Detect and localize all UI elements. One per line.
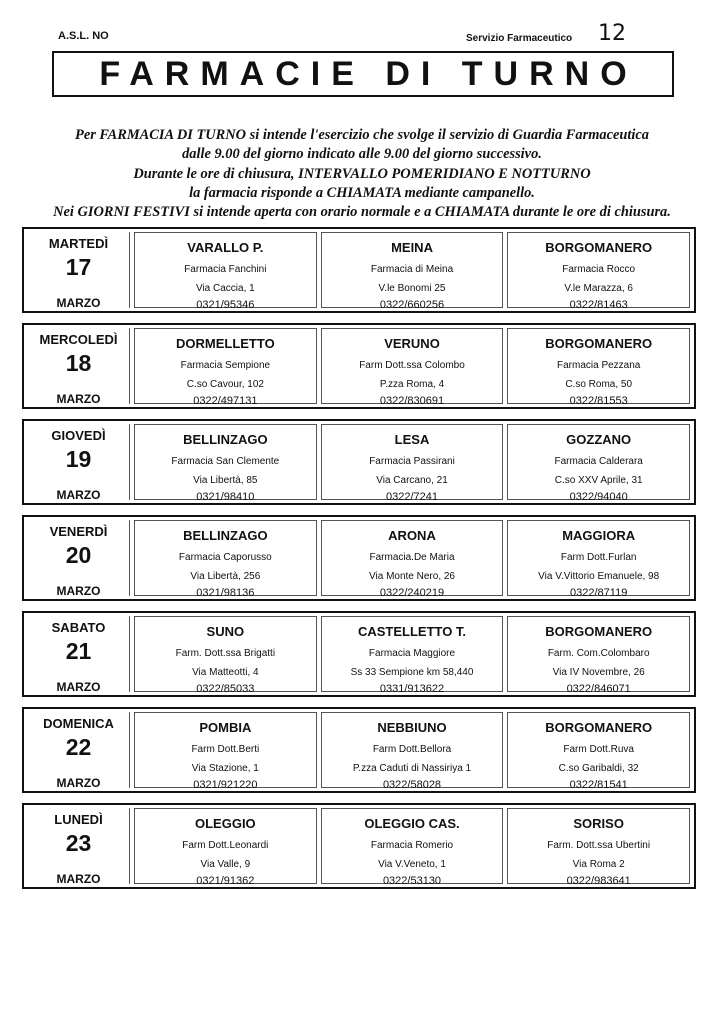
intro-line: la farmacia risponde a CHIAMATA mediante campanello. [189,184,535,201]
day-block [22,419,696,505]
pharmacy-phone: 0321/91362 [196,875,255,887]
pharmacy-name: Farmacia Rocco [562,264,636,275]
pharmacy-town: POMBIA [199,720,252,735]
pharmacy-address: Via Stazione, 1 [191,763,259,774]
pharmacy-name: Farm Dott.Berti [191,744,260,755]
pharmacy-phone: 0322/87119 [570,587,628,599]
pharmacy-address: Via Libertà, 256 [190,571,261,582]
pharmacy-address: Via V.Vittorio Emanuele, 98 [538,571,660,582]
day-weekday: MERCOLEDÌ [39,332,118,347]
day-weekday: SABATO [51,620,106,635]
pharmacy-cell [321,808,504,887]
asl-label: A.S.L. NO [58,30,109,42]
pharmacy-address: Via Caccia, 1 [195,283,255,294]
pharmacy-name: Farm. Dott.ssa Ubertini [547,840,651,851]
day-weekday: LUNEDÌ [54,812,103,827]
pharmacy-name: Farmacia Sempione [180,360,271,371]
pharmacy-phone: 0322/85033 [196,683,255,695]
pharmacy-name: Farmacia Fanchini [184,264,267,275]
pharmacy-address: C.so XXV Aprile, 31 [554,475,643,486]
pharmacy-phone: 0322/830691 [379,395,445,407]
day-cell [28,616,130,692]
pharmacy-name: Farmacia Romerio [370,840,454,851]
pharmacy-name: Farmacia San Clemente [171,456,280,467]
pharmacy-address: C.so Cavour, 102 [186,379,264,390]
pharmacy-address: Ss 33 Sempione km 58,440 [350,667,474,678]
pharmacy-name: Farmacia Maggiore [368,648,456,659]
pharmacy-name: Farm Dott.Bellora [372,744,452,755]
pharmacy-name: Farmacia Passirani [369,456,455,467]
pharmacy-town: GOZZANO [566,432,632,447]
day-block [22,227,696,313]
day-month: MARZO [56,872,101,886]
day-block [22,707,696,793]
pharmacy-town: CASTELLETTO T. [357,624,467,639]
pharmacy-cell [134,616,317,695]
pharmacy-cell [134,520,317,599]
pharmacy-name: Farm. Dott.ssa Brigatti [175,648,276,659]
intro-text [0,126,724,222]
pharmacy-cell [507,328,690,407]
pharmacy-name: Farm Dott.Furlan [560,552,637,563]
pharmacy-town: LESA [394,432,430,447]
pharmacy-town: BORGOMANERO [545,240,653,255]
intro-line: Nei GIORNI FESTIVI si intende aperta con orario normale e a CHIAMATA durante le ore di chiusura. [53,204,671,221]
pharmacy-name: Farm. Com.Colombaro [547,648,650,659]
day-block [22,803,696,889]
pharmacy-address: C.so Roma, 50 [565,379,633,390]
day-block [22,515,696,601]
pharmacy-town: BELLINZAGO [183,528,268,543]
pharmacy-cell [321,232,504,311]
pharmacy-phone: 0322/81553 [569,395,628,407]
pharmacy-cell [507,424,690,503]
pharmacy-phone: 0321/95346 [196,299,255,311]
pharmacy-phone: 0322/983641 [566,875,631,887]
pharmacy-address: Via Matteotti, 4 [192,667,259,678]
pharmacy-town: OLEGGIO [195,816,256,831]
day-weekday: VENERDÌ [49,524,108,539]
day-month: MARZO [56,776,101,790]
pharmacy-name: Farmacia Pezzana [556,360,641,371]
pharmacy-phone: 0322/81541 [569,779,628,791]
pharmacy-cell [321,424,504,503]
pharmacy-name: Farm Dott.Leonardi [182,840,269,851]
day-cell [28,712,130,788]
day-cell [28,808,130,884]
pharmacy-cell [321,616,504,695]
pharmacy-town: VARALLO P. [187,240,264,255]
day-number: 18 [65,350,92,376]
day-cell [28,520,130,596]
pharmacy-address: V.le Marazza, 6 [564,283,633,294]
pharmacy-phone: 0322/81463 [569,299,628,311]
pharmacy-address: P.zza Caduti di Nassiriya 1 [352,763,472,774]
pharmacy-phone: 0322/497131 [193,395,258,407]
pharmacy-name: Farm Dott.ssa Colombo [359,360,465,371]
pharmacy-town: BORGOMANERO [545,624,653,639]
day-number: 20 [65,542,92,568]
pharmacy-phone: 0321/98410 [196,491,255,503]
pharmacy-town: DORMELLETTO [175,336,275,351]
pharmacy-phone: 0322/58028 [382,779,442,791]
pharmacy-address: V.le Bonomi 25 [378,283,446,294]
pharmacy-cell [321,328,504,407]
pharmacy-cell [321,712,504,791]
pharmacy-town: BELLINZAGO [183,432,268,447]
pharmacy-phone: 0321/921220 [193,779,258,791]
day-number: 21 [65,638,92,664]
day-month: MARZO [56,680,101,694]
day-cell [28,328,130,404]
pharmacy-town: BORGOMANERO [545,336,653,351]
day-month: MARZO [56,488,101,502]
pharmacy-town: OLEGGIO CAS. [364,816,460,831]
title-box [52,51,674,97]
day-month: MARZO [56,296,101,310]
pharmacy-address: C.so Garibaldi, 32 [558,763,639,774]
pharmacy-cell [134,424,317,503]
pharmacy-address: Via Carcano, 21 [376,475,448,486]
pharmacy-phone: 0321/98136 [196,587,255,599]
pharmacy-phone: 0322/94040 [569,491,628,503]
intro-line: Durante le ore di chiusura, INTERVALLO POMERIDIANO E NOTTURNO [133,165,591,182]
pharmacy-town: BORGOMANERO [545,720,653,735]
pharmacy-address: Via V.Veneto, 1 [378,859,446,870]
pharmacy-cell [507,616,690,695]
day-number: 17 [65,254,92,280]
pharmacy-name: Farmacia.De Maria [369,552,455,563]
pharmacy-cell [134,232,317,311]
service-label: Servizio Farmaceutico [466,33,573,44]
pharmacy-phone: 0322/846071 [566,683,631,695]
pharmacy-phone: 0322/660256 [379,299,445,311]
pharmacy-address: Via IV Novembre, 26 [552,667,645,678]
pharmacy-phone: 0322/240219 [379,587,445,599]
pharmacy-town: MEINA [391,240,433,255]
pharmacy-town: SORISO [573,816,624,831]
pharmacy-phone: 0322/7241 [386,491,438,503]
pharmacy-address: Via Roma 2 [572,859,625,870]
pharmacy-cell [321,520,504,599]
pharmacy-cell [134,712,317,791]
pharmacy-name: Farm Dott.Ruva [563,744,634,755]
pharmacy-town: SUNO [206,624,245,639]
intro-line: dalle 9.00 del giorno indicato alle 9.00 del giorno successivo. [182,146,542,163]
day-number: 22 [65,734,92,760]
pharmacy-cell [507,520,690,599]
day-month: MARZO [56,392,101,406]
day-weekday: DOMENICA [43,716,114,731]
pharmacy-town: ARONA [388,528,436,543]
pharmacy-cell [507,808,690,887]
pharmacy-cell [507,232,690,311]
pharmacy-cell [134,808,317,887]
pharmacy-name: Farmacia di Meina [370,264,454,275]
page-title: FARMACIE DI TURNO [99,54,638,93]
intro-line: Per FARMACIA DI TURNO si intende l'esercizio che svolge il servizio di Guardia Farmaceutica [75,127,649,143]
pharmacy-town: NEBBIUNO [377,720,447,735]
pharmacy-address: Via Valle, 9 [200,859,251,870]
day-weekday: GIOVEDÌ [51,428,106,443]
day-cell [28,424,130,500]
pharmacy-cell [507,712,690,791]
pharmacy-name: Farmacia Calderara [554,456,643,467]
pharmacy-name: Farmacia Caporusso [178,552,272,563]
pharmacy-cell [134,328,317,407]
pharmacy-phone: 0322/53130 [382,875,442,887]
day-number: 23 [65,830,92,856]
days-list [22,227,696,899]
day-weekday: MARTEDÌ [48,236,109,251]
pharmacy-address: Via Monte Nero, 26 [369,571,455,582]
pharmacy-address: Via Libertà, 85 [193,475,258,486]
pharmacy-town: MAGGIORA [562,528,636,543]
day-number: 19 [65,446,92,472]
pharmacy-town: VERUNO [384,336,440,351]
page-number: 12 [598,21,626,46]
day-block [22,323,696,409]
pharmacy-phone: 0331/913622 [379,683,445,695]
day-month: MARZO [56,584,101,598]
day-block [22,611,696,697]
pharmacy-address: P.zza Roma, 4 [379,379,445,390]
day-cell [28,232,130,308]
